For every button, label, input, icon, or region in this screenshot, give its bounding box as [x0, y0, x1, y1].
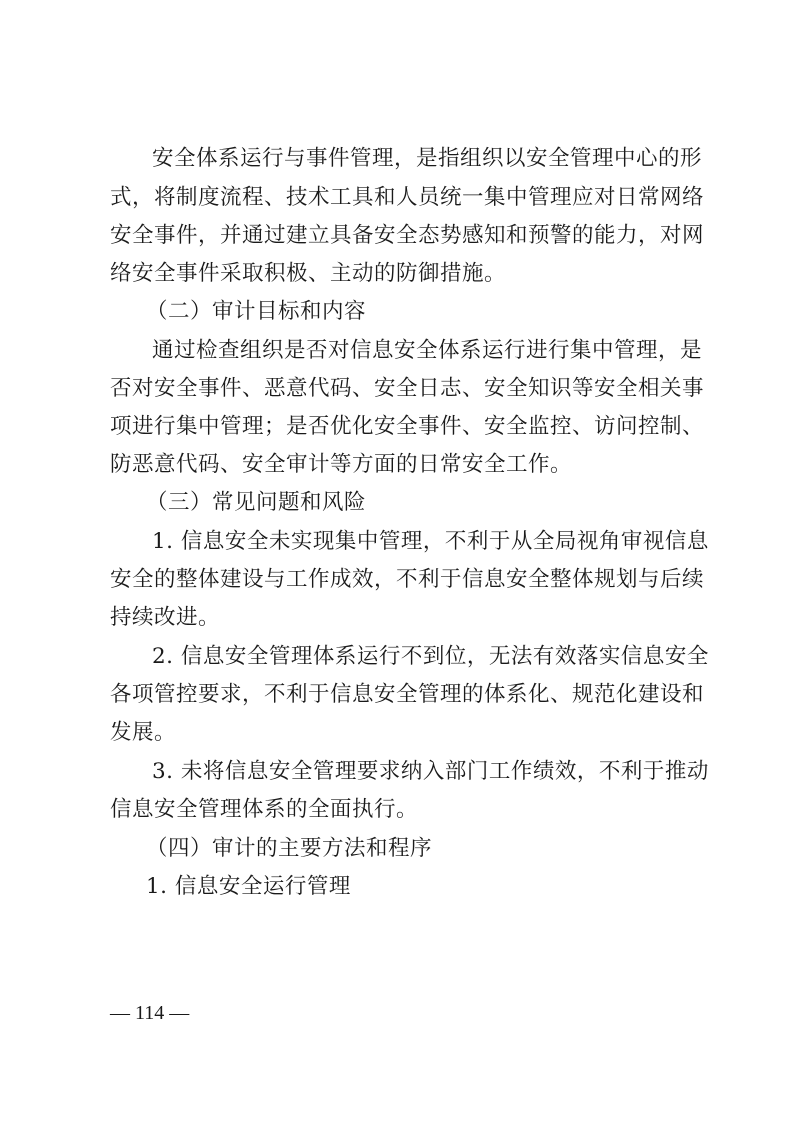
paragraph-line: 持续改进。 [110, 605, 221, 630]
section-heading: （三）常见问题和风险 [146, 490, 367, 515]
paragraph-line: 各项管控要求，不利于信息安全管理的体系化、规范化建设和 [110, 682, 705, 707]
paragraph-line: 式，将制度流程、技术工具和人员统一集中管理应对日常网络 [110, 185, 705, 210]
paragraph-line: 络安全事件采取积极、主动的防御措施。 [110, 261, 507, 286]
paragraph-line: 安全体系运行与事件管理，是指组织以安全管理中心的形 [152, 146, 703, 171]
section-heading: （二）审计目标和内容 [146, 299, 367, 324]
paragraph-line: 1. 信息安全未实现集中管理，不利于从全局视角审视信息 [152, 529, 709, 554]
subsection-heading: 1. 信息安全运行管理 [146, 874, 351, 899]
paragraph-line: 防恶意代码、安全审计等方面的日常安全工作。 [110, 452, 573, 477]
paragraph-line: 2. 信息安全管理体系运行不到位，无法有效落实信息安全 [152, 644, 709, 669]
paragraph-line: 发展。 [110, 720, 177, 745]
paragraph-line: 安全的整体建设与工作成效，不利于信息安全整体规划与后续 [110, 567, 705, 592]
paragraph-line: 安全事件，并通过建立具备安全态势感知和预警的能力，对网 [110, 223, 705, 248]
paragraph-line: 项进行集中管理；是否优化安全事件、安全监控、访问控制、 [110, 414, 705, 439]
paragraph-line: 通过检查组织是否对信息安全体系运行进行集中管理，是 [152, 338, 703, 363]
paragraph-line: 否对安全事件、恶意代码、安全日志、安全知识等安全相关事 [110, 376, 705, 401]
section-heading: （四）审计的主要方法和程序 [146, 836, 433, 861]
paragraph-line: 信息安全管理体系的全面执行。 [110, 797, 419, 822]
paragraph-line: 3. 未将信息安全管理要求纳入部门工作绩效，不利于推动 [152, 759, 709, 784]
page-number: — 114 — [110, 1002, 190, 1024]
